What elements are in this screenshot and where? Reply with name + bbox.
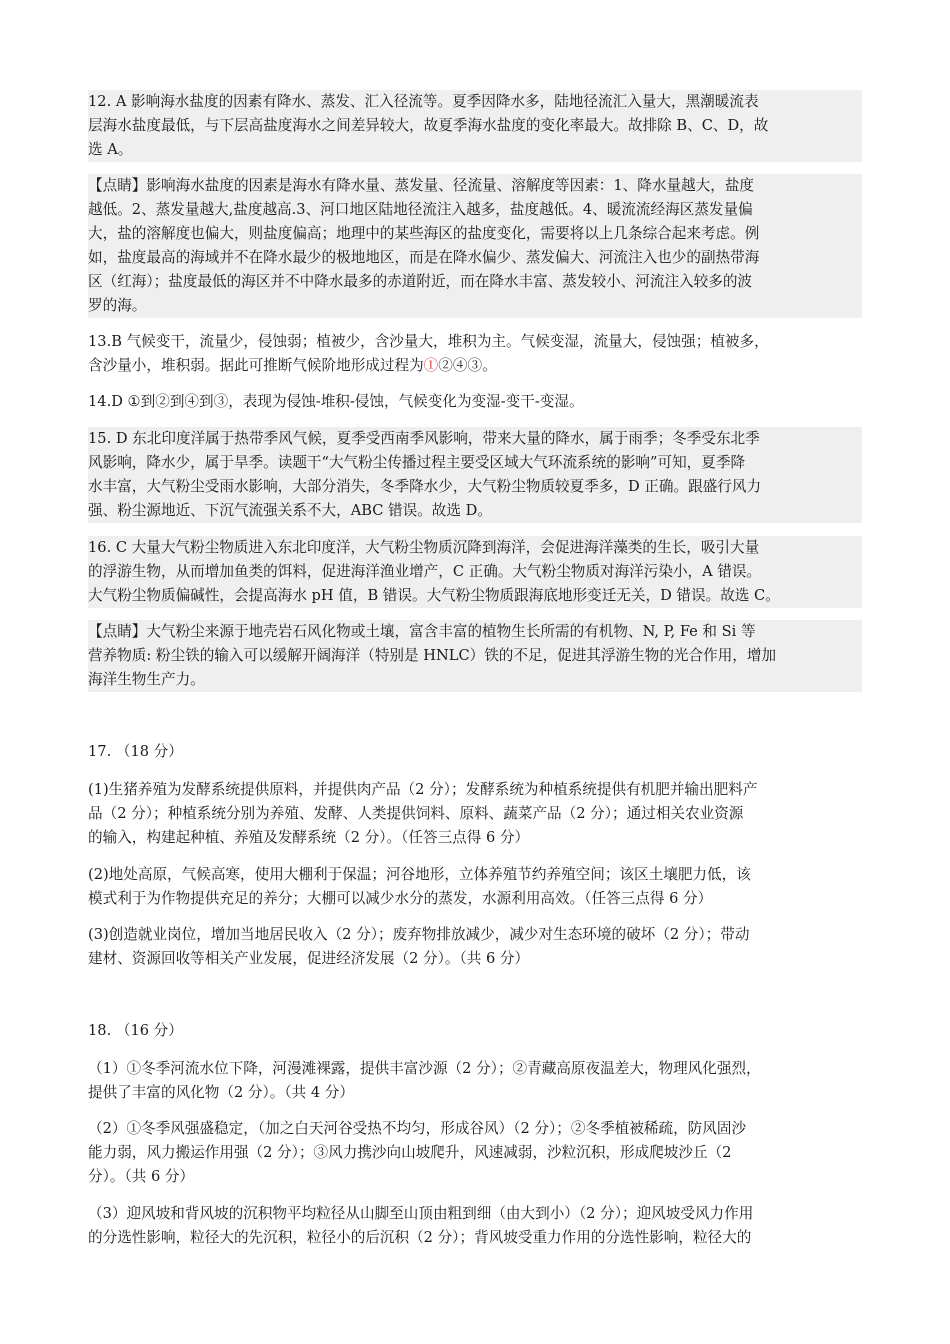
- question-17-heading: [88, 740, 862, 764]
- answer-13: [88, 330, 862, 378]
- text-line: 的浮游生物，从而增加鱼类的饵料，促进海洋渔业增产，C 正确。大气粉尘物质对海洋污染小，A 错误。: [88, 563, 762, 580]
- text-line: 选 A。: [88, 141, 133, 158]
- text-line: 能力弱，风力搬运作用强（2 分）；③风力携沙向山坡爬升，风速减弱，沙粒沉积，形成爬坡沙丘（2: [88, 1144, 732, 1161]
- text-line: 水丰富，大气粉尘受雨水影响，大部分消失，冬季降水少，大气粉尘物质较夏季多，D 正确。跟盛行风力: [88, 478, 762, 495]
- answer-18-part-3: [88, 1202, 862, 1250]
- text-line: （2）①冬季风强盛稳定，（加之白天河谷受热不均匀，形成谷风）（2 分）；②冬季植被稀疏，防风固沙: [88, 1120, 747, 1137]
- text-line: 风影响，降水少，属于旱季。读题干“大气粉尘传播过程主要受区域大气环流系统的影响”可知，夏季降: [88, 454, 746, 471]
- text-line: (1)生猪养殖为发酵系统提供原料，并提供肉产品（2 分）；发酵系统为种植系统提供有机肥并输出肥料产: [88, 781, 758, 798]
- answer-13-line-2-text: 含沙量小，堆积弱。据此可推断气候阶地形成过程为: [88, 357, 424, 374]
- text-line: 层海水盐度最低，与下层高盐度海水之间差异较大，故夏季海水盐度的变化率最大。故排除 B、C、D，故: [88, 117, 769, 134]
- text-line: (2)地处高原，气候高寒，使用大棚利于保温；河谷地形，立体养殖节约养殖空间；该区土壤肥力低，该: [88, 866, 751, 883]
- text-line: 【点睛】影响海水盐度的因素是海水有降水量、蒸发量、径流量、溶解度等因素：1、降水量越大，盐度: [88, 177, 755, 194]
- answer-17-part-2: [88, 863, 862, 911]
- text-line: 大气粉尘物质偏碱性，会提高海水 pH 值，B 错误。大气粉尘物质跟海底地形变迁无关，D 错误。故选 C。: [88, 587, 780, 604]
- answer-14: [88, 390, 862, 414]
- text-line: 模式利于为作物提供充足的养分；大棚可以减少水分的蒸发，水源利用高效。（任答三点得 6 分）: [88, 890, 713, 907]
- answer-13-line-1: 13.B 气候变干，流量少，侵蚀弱；植被少，含沙量大，堆积为主。气候变湿，流量大，侵蚀强；植被多，: [88, 333, 769, 350]
- text-line: 16. C 大量大气粉尘物质进入东北印度洋，大气粉尘物质沉降到海洋，会促进海洋藻类的生长，吸引大量: [88, 539, 760, 556]
- text-line: 提供了丰富的风化物（2 分）。（共 4 分）: [88, 1084, 354, 1101]
- answer-13-line-2: [88, 354, 862, 378]
- text-line: 的分选性影响，粒径大的先沉积，粒径小的后沉积（2 分）；背风坡受重力作用的分选性影响，粒径大的: [88, 1229, 752, 1246]
- answer-17-part-1: [88, 778, 862, 850]
- answer-15: [88, 427, 862, 523]
- answer-16: [88, 536, 862, 608]
- text-line: 罗的海。: [88, 297, 147, 314]
- answer-12: [88, 90, 862, 162]
- text-line: 17. （18 分）: [88, 743, 183, 760]
- text-line: 12. A 影响海水盐度的因素有降水、蒸发、汇入径流等。夏季因降水多，陆地径流汇入量大，黑潮暖流表: [88, 93, 759, 110]
- text-line: （1）①冬季河流水位下降，河漫滩裸露，提供丰富沙源（2 分）；②青藏高原夜温差大，物理风化强烈，: [88, 1060, 761, 1077]
- text-line: 14.D ①到②到④到③，表现为侵蚀-堆积-侵蚀，气候变化为变湿-变干-变湿。: [88, 393, 584, 410]
- text-line: 的输入，构建起种植、养殖及发酵系统（2 分）。（任答三点得 6 分）: [88, 829, 530, 846]
- text-line: 越低。2、蒸发量越大,盐度越高.3、河口地区陆地径流注入越多，盐度越低。4、暖流流经海区蒸发量偏: [88, 201, 753, 218]
- text-line: 大，盐的溶解度也偏大，则盐度偏高；地理中的某些海区的盐度变化，需要将以上几条综合起来考虑。例: [88, 225, 760, 242]
- tip-note-salinity: [88, 174, 862, 318]
- text-line: 区（红海）；盐度最低的海区并不中降水最多的赤道附近，而在降水丰富、蒸发较小、河流注入较多的波: [88, 273, 753, 290]
- text-line: 15. D 东北印度洋属于热带季风气候，夏季受西南季风影响，带来大量的降水，属于雨季；冬季受东北季: [88, 430, 760, 447]
- text-line: 如，盐度最高的海域并不在降水最少的极地地区，而是在降水偏少、蒸发偏大、河流注入也少的副热带海: [88, 249, 760, 266]
- answer-18-part-1: [88, 1057, 862, 1105]
- text-line: （3）迎风坡和背风坡的沉积物平均粒径从山脚至山顶由粗到细（由大到小）（2 分）；迎风坡受风力作用: [88, 1205, 754, 1222]
- answer-17-part-3: [88, 923, 862, 971]
- answer-18-part-2: [88, 1117, 862, 1189]
- text-line: 18. （16 分）: [88, 1022, 183, 1039]
- tip-note-dust: [88, 620, 862, 692]
- text-line: 建材、资源回收等相关产业发展，促进经济发展（2 分）。（共 6 分）: [88, 950, 530, 967]
- text-line: 强、粉尘源地近、下沉气流强关系不大，ABC 错误。故选 D。: [88, 502, 492, 519]
- text-line: 【点睛】大气粉尘来源于地壳岩石风化物或土壤，富含丰富的植物生长所需的有机物、N, P, Fe 和 Si 等: [88, 623, 756, 640]
- text-line: (3)创造就业岗位，增加当地居民收入（2 分）；废弃物排放减少，减少对生态环境的破坏（2 分）；带动: [88, 926, 750, 943]
- text-line: 分）。（共 6 分）: [88, 1168, 195, 1185]
- text-line: 海洋生物生产力。: [88, 671, 205, 688]
- answer-13-highlight: ①: [423, 357, 439, 374]
- question-18-heading: [88, 1019, 862, 1043]
- text-line: 营养物质: 粉尘铁的输入可以缓解开阔海洋（特别是 HNLC）铁的不足，促进其浮游生物的光合作用，增加: [88, 647, 777, 664]
- text-line: 品（2 分）；种植系统分别为养殖、发酵、人类提供饲料、原料、蔬菜产品（2 分）；通过相关农业资源: [88, 805, 744, 822]
- answer-13-line-2-end: ②④③。: [438, 357, 497, 374]
